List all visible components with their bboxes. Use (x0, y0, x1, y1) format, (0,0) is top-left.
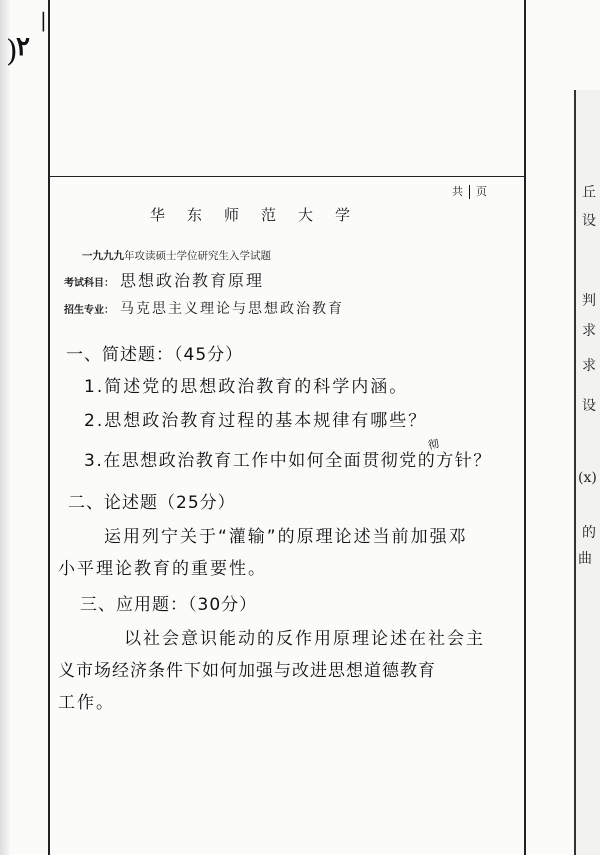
header-rule (50, 176, 524, 177)
side-char: 丘 (582, 185, 596, 201)
question-1-2: 2.思想政治教育过程的基本规律有哪些？ (84, 411, 428, 431)
section-1-title: 一、简述题：（45分） (66, 345, 244, 365)
page-border-left (48, 0, 50, 855)
school-title: 华东师范大学 (150, 206, 373, 224)
section-2-line-2: 小平理论教育的重要性。 (58, 559, 267, 579)
exam-year: 一九九九 (82, 250, 124, 262)
subject-label: 考试科目： (64, 278, 114, 289)
page-border-right (524, 0, 526, 855)
side-char: 判 (582, 293, 596, 309)
side-char: 的 (582, 525, 596, 541)
section-2-line-1: 运用列宁关于“灌输”的原理论述当前加强邓 (104, 527, 468, 547)
question-1-3: 3.在思想政治教育工作中如何全面贯彻党的方针？ (84, 451, 492, 471)
page-count-pre: 共 (452, 185, 463, 198)
exam-title (82, 248, 271, 263)
page-count-post: 页 (476, 185, 487, 198)
section-3-title: 三、应用题：（30分） (80, 595, 258, 615)
margin-mark: | (40, 8, 47, 32)
subject-value: 思想政治教育原理 (120, 271, 265, 290)
question-1-1: 1.简述党的思想政治教育的科学内涵。 (84, 377, 409, 397)
section-3-line-1: 以社会意识能动的反作用原理论述在社会主 (124, 629, 485, 649)
page-count (452, 183, 487, 199)
major-row (64, 298, 344, 318)
section-3-line-3: 工作。 (58, 693, 115, 713)
major-value: 马克思主义理论与思想政治教育 (120, 301, 344, 317)
section-2-title: 二、论述题（25分） (68, 493, 236, 513)
side-char: 求 (582, 323, 596, 339)
exam-title-text: 年攻读硕士学位研究生入学试题 (124, 250, 271, 262)
side-char: 求 (582, 358, 596, 374)
side-char: 设 (582, 213, 596, 229)
margin-mark: ٢ (16, 32, 30, 62)
side-char: 设 (582, 398, 596, 414)
side-char: 曲 (578, 551, 592, 567)
section-3-line-2: 义市场经济条件下如何加强与改进思想道德教育 (58, 661, 436, 681)
subject-row (64, 268, 264, 291)
scan-edge (0, 0, 10, 855)
adjacent-page-edge (574, 90, 576, 855)
margin-mark: ) (6, 34, 18, 69)
major-label: 招生专业： (64, 305, 114, 316)
handwritten-correction: 彻 (426, 436, 441, 453)
side-char: (x) (578, 470, 597, 486)
